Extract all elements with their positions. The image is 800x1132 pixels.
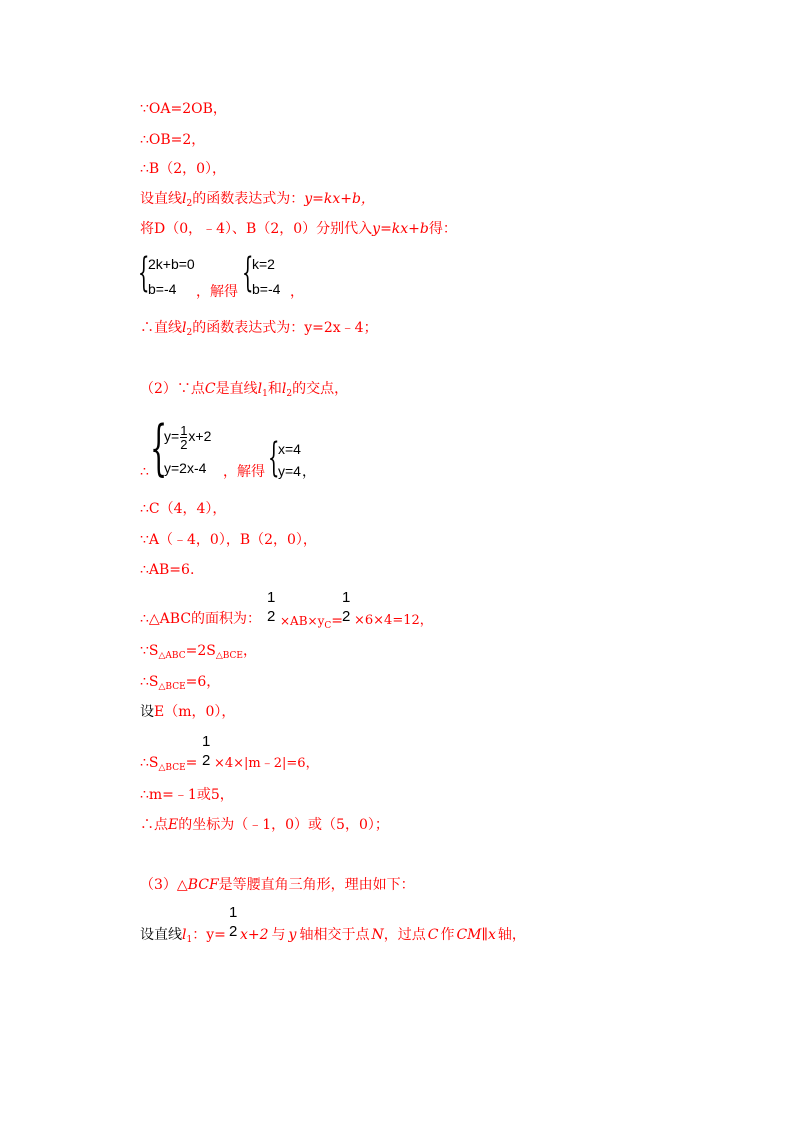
- fraction-one-half: $\frac{1}{2}$: [180, 423, 188, 452]
- left-brace-icon: {: [242, 250, 254, 296]
- system-4-comma: ，: [302, 464, 316, 480]
- line-oa-2ob: ∵OA=2OB，: [140, 101, 227, 117]
- line-b-point: ∴B（2，0），: [140, 161, 227, 177]
- line-area-bce: $\therefore S_{\triangle BCE}=6$，: [140, 674, 221, 692]
- system-2-eq-2: b=-4: [252, 281, 281, 297]
- left-brace-icon: {: [138, 250, 150, 296]
- line-m-values: ∴m=﹣1或5，: [140, 787, 234, 803]
- system-4-eq-2: y=4: [278, 463, 301, 479]
- fraction-one-half: 1 2: [342, 589, 351, 625]
- therefore-symbol: ∴: [140, 464, 149, 480]
- left-brace-icon: {: [150, 413, 168, 483]
- line-a-b-points: ∵A（﹣4，0），B（2，0），: [140, 532, 317, 548]
- line-l2-result: ∴直线$l_2$的函数表达式为：y=2x﹣4；: [140, 320, 378, 338]
- part-2-heading: （2）∵点C是直线$l_1$和$l_2$的交点，: [140, 381, 349, 399]
- solve-label-1: ，解得: [196, 284, 238, 300]
- line-substitute: 将D（0，﹣4）、B（2，0）分别代入y=kx+b得：: [140, 221, 457, 237]
- fraction-one-half: 1 2: [202, 733, 211, 769]
- fraction-one-half: 1 2: [267, 589, 276, 625]
- left-brace-icon: {: [268, 435, 280, 481]
- line-area-relation: $\because S_{\triangle ABC}=2S_{\triangle BCE}$，: [140, 643, 257, 661]
- system-1-eq-1: 2k+b=0: [148, 256, 195, 272]
- line-e-coordinates: ∴点E的坐标为（﹣1，0）或（5，0）；: [140, 817, 389, 833]
- system-3-eq-1: $y=\frac{1}{2}x+2$: [164, 423, 212, 452]
- line-c-point: ∴C（4，4），: [140, 501, 227, 517]
- fraction-one-half: 1 2: [229, 904, 238, 940]
- solve-label-2: ，解得: [223, 464, 265, 480]
- system-2-eq-1: k=2: [252, 256, 275, 272]
- system-2-comma: ，: [290, 284, 304, 300]
- system-4-eq-1: x=4: [278, 441, 301, 457]
- line-ob-2: ∴OB=2，: [140, 132, 206, 148]
- system-1-eq-2: b=-4: [148, 281, 177, 297]
- line-set-l2: 设直线$l_2$的函数表达式为：y=kx+b，: [140, 191, 375, 209]
- system-3-eq-2: y=2x-4: [164, 460, 207, 476]
- line-set-e: 设E（m，0），: [140, 704, 236, 720]
- line-ab-length: ∴AB=6.: [140, 562, 195, 578]
- part-3-heading: （3）△BCF是等腰直角三角形，理由如下：: [140, 877, 415, 893]
